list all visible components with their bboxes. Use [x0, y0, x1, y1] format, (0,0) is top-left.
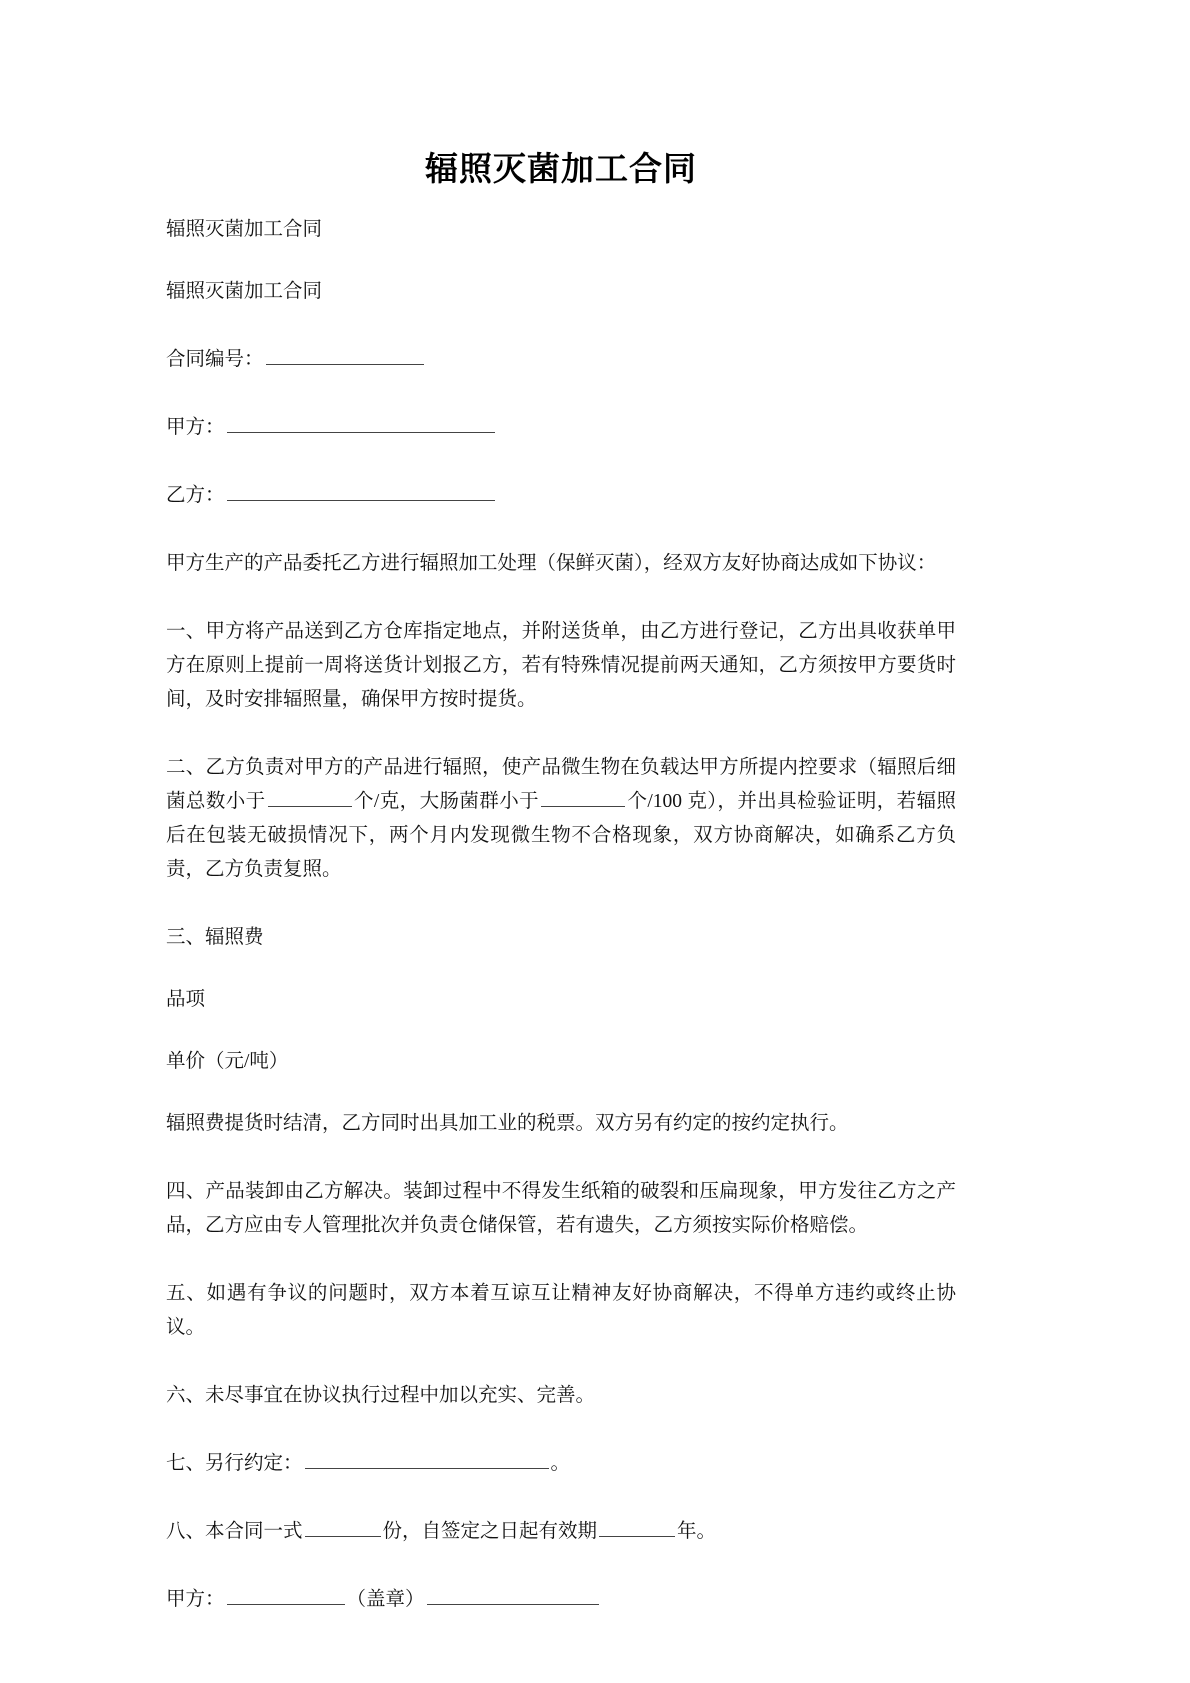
spacer [166, 1141, 956, 1175]
clause-six: 六、未尽事宜在协议执行过程中加以充实、完善。 [166, 1385, 596, 1407]
clause-five: 五、如遇有争议的问题时，双方本着互谅互让精神友好协商解决，不得单方违约或终止协议。 [166, 1283, 956, 1339]
spacer [166, 1243, 956, 1277]
copies-count-blank[interactable] [305, 1518, 381, 1538]
clause-seven-label: 七、另行约定： [166, 1453, 303, 1475]
validity-years-blank[interactable] [599, 1518, 675, 1538]
bacteria-count-blank[interactable] [268, 788, 352, 808]
contract-number-row [166, 343, 956, 377]
party-b-row [166, 479, 956, 513]
clause-eight-text-part-1: 八、本合同一式 [166, 1521, 303, 1543]
spacer [166, 581, 956, 615]
clause-eight-text-part-2: 份，自签定之日起有效期 [382, 1521, 598, 1543]
clause-three-note: 辐照费提货时结清，乙方同时出具加工业的税票。双方另有约定的按约定执行。 [166, 1113, 849, 1135]
clause-four: 四、产品装卸由乙方解决。装卸过程中不得发生纸箱的破裂和压扁现象，甲方发往乙方之产品，乙方应由专人管理批次并负责仓储保管，若有遗失，乙方须按实际价格赔偿。 [166, 1181, 956, 1237]
spacer [166, 1345, 956, 1379]
clause-seven [166, 1447, 956, 1481]
document-body [166, 0, 956, 1617]
signature-party-a-blank[interactable] [227, 1586, 345, 1606]
clause-three-heading: 三、辐照费 [166, 927, 264, 949]
coliform-count-blank[interactable] [541, 788, 625, 808]
party-a-row [166, 411, 956, 445]
spacer [166, 513, 956, 547]
spacer [166, 445, 956, 479]
clause-two [166, 751, 956, 887]
seal-blank[interactable] [427, 1586, 599, 1606]
clause-eight-text-part-3: 年。 [677, 1521, 717, 1543]
signature-row [166, 1583, 956, 1617]
clause-two-text-part-3: 个/100 克），并出具检验证明，若辐照后在包装无破损情况下，两个月内发现微生物不合格现象，双方协商解决，如确系乙方负责，乙方负责复照。 [166, 791, 956, 881]
clause-three-item-label: 品项 [166, 989, 206, 1011]
spacer [166, 1481, 956, 1515]
party-b-label: 乙方： [166, 485, 225, 507]
spacer [166, 191, 956, 213]
heading-repeat-line-2: 辐照灭菌加工合同 [166, 281, 323, 303]
page-title: 辐照灭菌加工合同 [425, 152, 697, 188]
heading-repeat-line-1: 辐照灭菌加工合同 [166, 219, 323, 241]
spacer [166, 955, 956, 983]
clause-one: 一、甲方将产品送到乙方仓库指定地点，并附送货单，由乙方进行登记，乙方出具收获单甲方在原则上提前一周将送货计划报乙方，若有特殊情况提前两天通知，乙方须按甲方要货时间，及时安排辐照量，确保甲方按时提货。 [166, 621, 956, 711]
party-a-blank[interactable] [227, 414, 495, 434]
spacer [166, 1079, 956, 1107]
spacer [166, 377, 956, 411]
additional-terms-blank[interactable] [305, 1450, 549, 1470]
seal-label: （盖章） [346, 1589, 425, 1611]
contract-number-label: 合同编号： [166, 349, 264, 371]
spacer [166, 247, 956, 275]
clause-two-text-part-2: 个/克，大肠菌群小于 [353, 791, 540, 813]
clause-three-price-label: 单价（元/吨） [166, 1051, 289, 1073]
clause-seven-period: 。 [550, 1453, 571, 1475]
contract-number-blank[interactable] [266, 346, 424, 366]
spacer [166, 309, 956, 343]
clause-two-text-part-1: 二、乙方负责对甲方的产品进行辐照，使产品微生物在负载达甲方所提内控要求（辐照后细菌总数小于 [166, 757, 956, 813]
party-a-label: 甲方： [166, 417, 225, 439]
party-b-blank[interactable] [227, 482, 495, 502]
spacer [166, 717, 956, 751]
signature-party-a-label: 甲方： [166, 1589, 225, 1611]
preamble-paragraph: 甲方生产的产品委托乙方进行辐照加工处理（保鲜灭菌），经双方友好协商达成如下协议： [166, 553, 937, 575]
spacer [166, 1413, 956, 1447]
spacer [166, 1017, 956, 1045]
clause-eight [166, 1515, 956, 1549]
spacer [166, 1549, 956, 1583]
spacer [166, 887, 956, 921]
